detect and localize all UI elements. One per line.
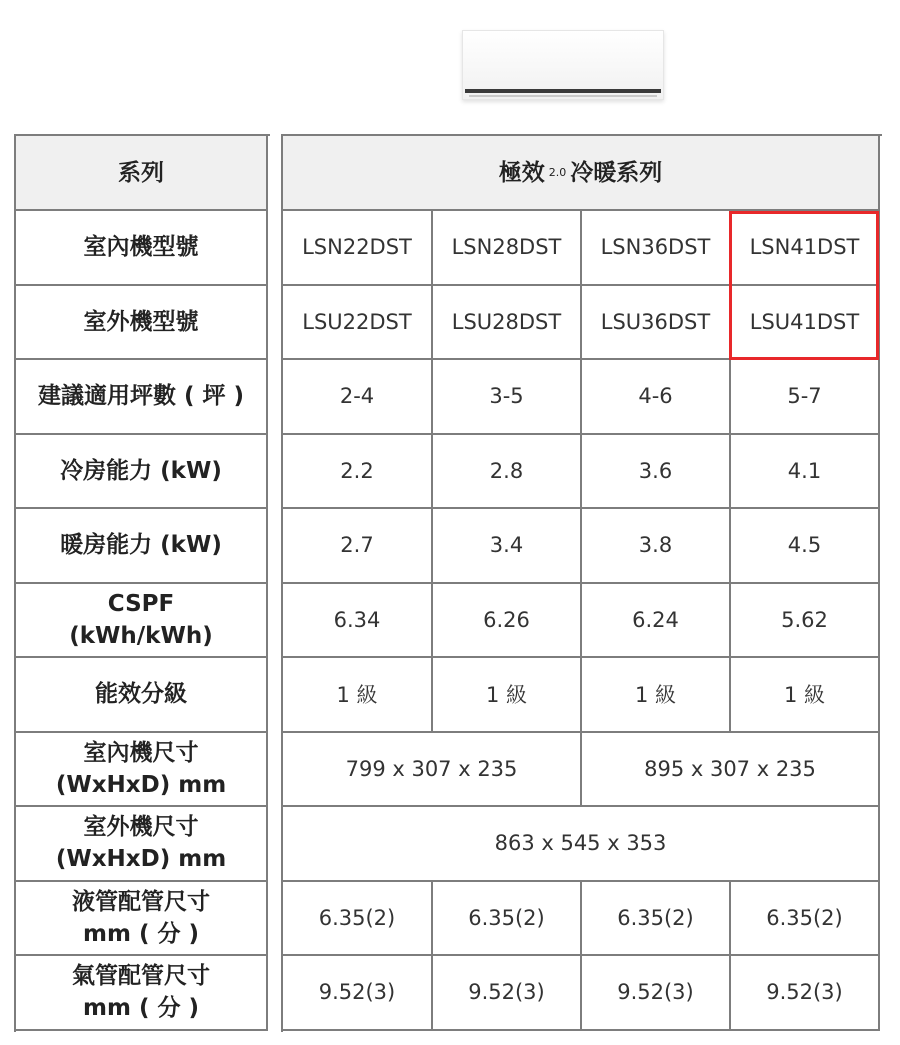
efficiency-grade-cell: 1 級 [433, 658, 582, 733]
series-version: 2.0 [548, 165, 567, 179]
row-label-line: 室外機尺寸 [83, 814, 199, 841]
row-label [16, 807, 268, 882]
spec-table [281, 134, 882, 1032]
cooling-capacity-cell: 4.1 [731, 435, 880, 510]
row-label [16, 956, 268, 1031]
row-label-line: 室內機型號 [83, 234, 199, 261]
row-label [16, 509, 268, 584]
cspf-cell: 6.26 [433, 584, 582, 659]
row-label-line: (kWh/kWh) [69, 622, 213, 649]
liquid-pipe-cell: 6.35(2) [283, 882, 433, 957]
efficiency-grade-cell: 1 級 [283, 658, 433, 733]
row-label-line: 建議適用坪數 ( 坪 ) [37, 383, 245, 410]
area-cell: 3-5 [433, 360, 582, 435]
area-cell: 4-6 [582, 360, 731, 435]
row-label-line: 液管配管尺寸 [72, 888, 210, 915]
air-vent-lip [469, 95, 657, 97]
efficiency-grade-cell: 1 級 [582, 658, 731, 733]
area-cell: 2-4 [283, 360, 433, 435]
series-name-main: 極效 [498, 159, 545, 186]
row-label-line: 冷房能力 (kW) [60, 457, 222, 484]
row-label-line: (WxHxD) mm [55, 771, 227, 798]
indoor-model-cell: LSN22DST [283, 211, 433, 286]
gas-pipe-cell: 9.52(3) [433, 956, 582, 1031]
row-label-line: 室內機尺寸 [83, 739, 199, 766]
cooling-capacity-cell: 3.6 [582, 435, 731, 510]
row-label [16, 360, 268, 435]
cspf-cell: 5.62 [731, 584, 880, 659]
cooling-capacity-cell: 2.8 [433, 435, 582, 510]
area-cell: 5-7 [731, 360, 880, 435]
series-label: 系列 [118, 159, 164, 186]
outdoor-model-cell: LSU28DST [433, 286, 582, 361]
cooling-capacity-cell: 2.2 [283, 435, 433, 510]
air-conditioner-image [462, 30, 664, 100]
outdoor-model-cell: LSU41DST [731, 286, 880, 361]
efficiency-grade-cell: 1 級 [731, 658, 880, 733]
row-label [16, 435, 268, 510]
liquid-pipe-cell: 6.35(2) [433, 882, 582, 957]
gas-pipe-cell: 9.52(3) [582, 956, 731, 1031]
cspf-cell: 6.24 [582, 584, 731, 659]
series-label-header [16, 136, 268, 211]
heating-capacity-cell: 4.5 [731, 509, 880, 584]
row-label [16, 882, 268, 957]
row-label [16, 733, 268, 808]
heating-capacity-cell: 3.4 [433, 509, 582, 584]
heating-capacity-cell: 2.7 [283, 509, 433, 584]
row-label-line: 室外機型號 [83, 308, 199, 335]
heating-capacity-cell: 3.8 [582, 509, 731, 584]
row-label-line: mm ( 分 ) [83, 995, 199, 1022]
row-label [16, 211, 268, 286]
indoor-size-cell: 799 x 307 x 235 [283, 733, 582, 808]
row-label-line: CSPF [107, 590, 175, 617]
indoor-size-cell: 895 x 307 x 235 [582, 733, 880, 808]
indoor-model-cell: LSN28DST [433, 211, 582, 286]
row-label-column [14, 134, 270, 1032]
gas-pipe-cell: 9.52(3) [283, 956, 433, 1031]
indoor-model-cell: LSN41DST [731, 211, 880, 286]
outdoor-model-cell: LSU22DST [283, 286, 433, 361]
row-label [16, 584, 268, 659]
row-label-line: 氣管配管尺寸 [72, 963, 210, 990]
row-label [16, 658, 268, 733]
row-label-line: (WxHxD) mm [55, 846, 227, 873]
series-name-header [283, 136, 880, 211]
row-label-line: mm ( 分 ) [83, 920, 199, 947]
outdoor-size-cell: 863 x 545 x 353 [283, 807, 880, 882]
row-label-line: 暖房能力 (kW) [60, 532, 222, 559]
outdoor-model-cell: LSU36DST [582, 286, 731, 361]
air-vent [465, 89, 661, 93]
row-label-line: 能效分級 [95, 681, 187, 708]
liquid-pipe-cell: 6.35(2) [582, 882, 731, 957]
liquid-pipe-cell: 6.35(2) [731, 882, 880, 957]
gas-pipe-cell: 9.52(3) [731, 956, 880, 1031]
row-label [16, 286, 268, 361]
indoor-model-cell: LSN36DST [582, 211, 731, 286]
series-name-suffix: 冷暖系列 [570, 159, 663, 186]
cspf-cell: 6.34 [283, 584, 433, 659]
